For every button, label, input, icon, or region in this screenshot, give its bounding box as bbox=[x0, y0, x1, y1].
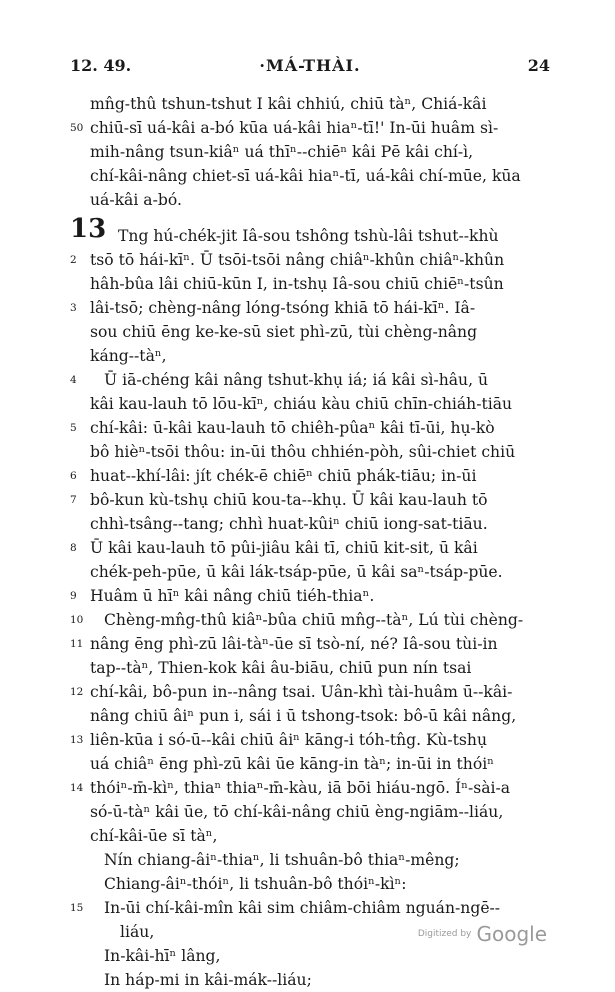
line-text: bô hièⁿ-tsōi thôu: in-ūi thôu chhién-pòh, sûi-chiet chiū bbox=[90, 443, 516, 461]
line-text: só-ū-tàⁿ kâi ūe, tō chí-kâi-nâng chiū èng-ngiām--liáu, bbox=[90, 803, 504, 821]
verse-number: 11 bbox=[70, 638, 84, 650]
line-text: In-ūi chí-kâi-mîn kâi sim chiâm-chiâm nguán-ngē-- bbox=[104, 899, 501, 917]
text-line bbox=[0, 944, 615, 968]
verse-number: 15 bbox=[70, 902, 84, 914]
verse-number: 7 bbox=[70, 494, 77, 506]
chapter-verse-reference: 12. 49. bbox=[70, 56, 132, 75]
text-line bbox=[0, 344, 615, 368]
line-text: chhì-tsâng--tang; chhì huat-kûiⁿ chiū iong-sat-tiāu. bbox=[90, 515, 488, 533]
line-text: mn̂g-thû tshun-tshut I kâi chhiú, chiū tàⁿ, Chiá-kâi bbox=[90, 95, 487, 113]
verse-number: 3 bbox=[70, 302, 77, 314]
line-text: Huâm ū hīⁿ kâi nâng chiū tiéh-thiaⁿ. bbox=[90, 587, 375, 605]
text-line bbox=[0, 140, 615, 164]
text-line bbox=[0, 536, 615, 560]
verse-number: 6 bbox=[70, 470, 77, 482]
line-text: káng--tàⁿ, bbox=[90, 347, 167, 365]
text-line bbox=[0, 560, 615, 584]
line-text: uá chiâⁿ ēng phì-zū kâi ūe kāng-in tàⁿ; in-ūi in thóiⁿ bbox=[90, 755, 494, 773]
digitized-watermark bbox=[418, 922, 547, 946]
line-text: uá-kâi a-bó. bbox=[90, 191, 182, 209]
running-header bbox=[70, 56, 550, 78]
text-line bbox=[0, 416, 615, 440]
line-text: liên-kūa i só-ū--kâi chiū âiⁿ kāng-i tóh-tn̂g. Kù-tshụ bbox=[90, 731, 488, 749]
text-line bbox=[0, 488, 615, 512]
line-text: chí-kâi, bô-pun in--nâng tsai. Uân-khì tài-huâm ū--kâi- bbox=[90, 683, 513, 701]
line-text: In-kâi-hīⁿ lâng, bbox=[104, 947, 221, 965]
line-text: In háp-mi in kâi-mák--liáu; bbox=[104, 971, 312, 989]
line-text: sou chiū ēng ke-ke-sū siet phì-zū, tùi chèng-nâng bbox=[90, 323, 478, 341]
watermark-prefix: Digitized by bbox=[417, 929, 472, 939]
text-line bbox=[0, 164, 615, 188]
line-text: mih-nâng tsun-kiâⁿ uá thīⁿ--chiēⁿ kâi Pē kâi chí-ì, bbox=[90, 143, 474, 161]
text-line bbox=[0, 608, 615, 632]
line-text: bô-kun kù-tshụ chiū kou-ta--khụ. Ū kâi kau-lauh tō bbox=[90, 491, 488, 509]
page-number: 24 bbox=[527, 56, 550, 75]
verse-number: 14 bbox=[70, 782, 84, 794]
line-text: kâi kau-lauh tō lōu-kīⁿ, chiáu kàu chiū chīn-chiáh-tiāu bbox=[90, 395, 513, 413]
line-text: Ū kâi kau-lauh tō pûi-jiâu kâi tī, chiū kit-sit, ū kâi bbox=[90, 539, 478, 557]
line-text: huat--khí-lâi: jít chék-ē chiēⁿ chiū phák-tiāu; in-ūi bbox=[90, 467, 477, 485]
text-line bbox=[0, 632, 615, 656]
text-line bbox=[0, 320, 615, 344]
text-line bbox=[0, 116, 615, 140]
watermark-brand: Google bbox=[476, 922, 547, 946]
text-line bbox=[0, 214, 615, 248]
text-line bbox=[0, 440, 615, 464]
verse-number: 50 bbox=[70, 122, 84, 134]
text-line bbox=[0, 248, 615, 272]
line-text: chiū-sī uá-kâi a-bó kūa uá-kâi hiaⁿ-tī!' In-ūi huâm sì- bbox=[90, 119, 499, 137]
line-text: chí-kâi-nâng chiet-sī uá-kâi hiaⁿ-tī, uá-kâi chí-mūe, kūa bbox=[90, 167, 521, 185]
text-line bbox=[0, 92, 615, 116]
text-line bbox=[0, 728, 615, 752]
line-text: lâi-tsō; chèng-nâng lóng-tsóng khiā tō hái-kīⁿ. Iâ- bbox=[90, 299, 476, 317]
text-line bbox=[0, 776, 615, 800]
line-text: chí-kâi-ūe sī tàⁿ, bbox=[90, 827, 218, 845]
chapter-number: 13 bbox=[70, 214, 107, 244]
text-line bbox=[0, 848, 615, 872]
text-line bbox=[0, 464, 615, 488]
text-line bbox=[0, 800, 615, 824]
text-line bbox=[0, 656, 615, 680]
book-title: ·MÁ-THÀI. bbox=[259, 56, 361, 75]
line-text: Nín chiang-âiⁿ-thiaⁿ, li tshuân-bô thiaⁿ-mêng; bbox=[104, 851, 460, 869]
line-text: Tng hú-chék-jit Iâ-sou tshông tshù-lâi tshut--khù bbox=[118, 227, 499, 245]
text-line bbox=[0, 824, 615, 848]
verse-number: 2 bbox=[70, 254, 77, 266]
text-line bbox=[0, 704, 615, 728]
line-text: thóiⁿ-m̄-kìⁿ, thiaⁿ thiaⁿ-m̄-kàu, iā bōi hiáu-ngō. Íⁿ-sài-a bbox=[90, 779, 511, 797]
text-line bbox=[0, 368, 615, 392]
line-text: tsō tō hái-kīⁿ. Ū tsōi-tsōi nâng chiâⁿ-khûn chiâⁿ-khûn bbox=[90, 251, 505, 269]
text-line bbox=[0, 584, 615, 608]
line-text: nâng ēng phì-zū lâi-tàⁿ-ūe sī tsò-ní, né? Iâ-sou tùi-in bbox=[90, 635, 498, 653]
verse-number: 4 bbox=[70, 374, 77, 386]
line-text: Chèng-mn̂g-thû kiâⁿ-bûa chiū mn̂g--tàⁿ, Lú tùi chèng- bbox=[104, 611, 524, 629]
line-text: chí-kâi: ū-kâi kau-lauh tō chiêh-pûaⁿ kâi tī-ūi, hụ-kò bbox=[90, 419, 495, 437]
text-line bbox=[0, 512, 615, 536]
line-text: liáu, bbox=[120, 923, 155, 941]
verse-number: 10 bbox=[70, 614, 84, 626]
verse-number: 9 bbox=[70, 590, 77, 602]
line-text: hâh-bûa lâi chiū-kūn I, in-tshụ Iâ-sou chiū chiēⁿ-tsûn bbox=[90, 275, 504, 293]
verse-number: 13 bbox=[70, 734, 84, 746]
text-line bbox=[0, 272, 615, 296]
text-line bbox=[0, 872, 615, 896]
line-text: Ū iā-chéng kâi nâng tshut-khụ iá; iá kâi sì-hâu, ū bbox=[104, 371, 489, 389]
text-line bbox=[0, 188, 615, 212]
line-text: Chiang-âiⁿ-thóiⁿ, li tshuân-bô thóiⁿ-kìⁿ: bbox=[104, 875, 407, 893]
text-line bbox=[0, 392, 615, 416]
verse-number: 5 bbox=[70, 422, 77, 434]
text-line bbox=[0, 680, 615, 704]
text-line bbox=[0, 752, 615, 776]
line-text: chék-peh-pūe, ū kâi lák-tsáp-pūe, ū kâi saⁿ-tsáp-pūe. bbox=[90, 563, 503, 581]
verse-number: 12 bbox=[70, 686, 84, 698]
text-line bbox=[0, 296, 615, 320]
line-text: nâng chiū âiⁿ pun i, sái i ū tshong-tsok: bô-ū kâi nâng, bbox=[90, 707, 517, 725]
verse-number: 8 bbox=[70, 542, 77, 554]
line-text: tap--tàⁿ, Thien-kok kâi âu-biāu, chiū pun nín tsai bbox=[90, 659, 472, 677]
text-line bbox=[0, 896, 615, 920]
